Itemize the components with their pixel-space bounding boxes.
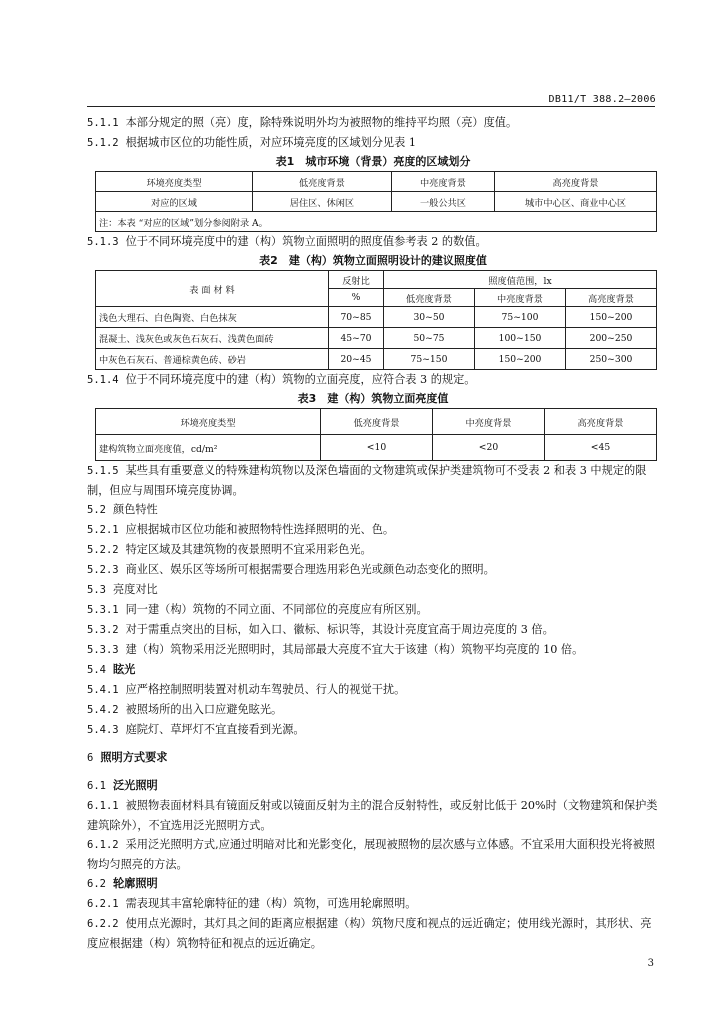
clause-text: 亮度对比	[112, 583, 158, 596]
clause-number: 5.1.3	[87, 236, 119, 248]
clause-text: 应严格控制照明装置对机动车驾驶员、行人的视觉干扰。	[125, 683, 406, 696]
table2	[95, 270, 657, 370]
spacer	[87, 768, 659, 776]
table-cell: 75~150	[384, 349, 475, 370]
clause-text: 轮廓照明	[112, 877, 158, 890]
clause-text: 被照物表面材料具有镜面反射或以镜面反射为主的混合反射特性，或反射比低于 20%时（文物建筑和保护类建筑除外），不宜选用泛光照明方式。	[87, 799, 658, 832]
clause-text: 建（构）筑物采用泛光照明时，其局部最大亮度不宜大于该建（构）筑物平均亮度的 10 倍。	[125, 643, 584, 656]
clauses-section-5	[87, 461, 659, 740]
clause-number: 5.1.1	[87, 117, 119, 129]
clause-text: 被照场所的出入口应避免眩光。	[125, 703, 283, 716]
table3	[95, 408, 657, 461]
table-cell: 150~200	[566, 307, 657, 328]
clause	[87, 461, 659, 500]
clause-text: 同一建（构）筑物的不同立面、不同部位的亮度应有所区别。	[125, 603, 428, 616]
clause-number: 5.4.2	[87, 704, 119, 716]
table-cell: 50~75	[384, 328, 475, 349]
table-cell: <20	[433, 435, 545, 461]
clause	[87, 720, 659, 740]
table-cell: 低亮度背景	[253, 172, 392, 192]
table-cell: 城市中心区、商业中心区	[495, 192, 657, 212]
table-cell: 中亮度背景	[433, 409, 545, 435]
clause-text: 特定区域及其建筑物的夜景照明不宜采用彩色光。	[125, 543, 372, 556]
clause-text: 庭院灯、草坪灯不宜直接看到光源。	[125, 723, 305, 736]
section-heading	[87, 748, 659, 768]
spacer	[87, 740, 659, 748]
clause-number: 5.4.1	[87, 684, 119, 696]
table-cell: 45~70	[329, 328, 384, 349]
page-content	[87, 113, 659, 953]
table-cell: 建构筑物立面亮度值，cd/m²	[96, 435, 321, 461]
clause-number: 5.1.4	[87, 374, 119, 386]
clause	[87, 620, 659, 640]
header-divider	[87, 106, 655, 107]
clause-number: 6.2.2	[87, 918, 119, 930]
table-row	[96, 409, 657, 435]
table-cell: 中灰色石灰石、普通棕黄色砖、砂岩	[96, 349, 329, 370]
clause-text: 颜色特性	[112, 503, 158, 516]
clause-text: 对于需重点突出的目标，如入口、徽标、标识等，其设计亮度宜高于周边亮度的 3 倍。	[125, 623, 554, 636]
table-row	[96, 435, 657, 461]
table-cell: 一般公共区	[391, 192, 494, 212]
table-cell: <10	[321, 435, 433, 461]
table-note-row	[96, 212, 657, 232]
clause-text: 位于不同环境亮度中的建（构）筑物立面照明的照度值参考表 2 的数值。	[125, 235, 487, 248]
clause-number: 5.2	[87, 504, 106, 516]
table-cell: 100~150	[475, 328, 566, 349]
table-cell: 75~100	[475, 307, 566, 328]
clause-number: 6.2	[87, 878, 106, 890]
clause-number: 5.3	[87, 584, 106, 596]
clause-number: 5.2.1	[87, 524, 119, 536]
table-cell: 70~85	[329, 307, 384, 328]
table-header-cell: 高亮度背景	[566, 289, 657, 307]
clause	[87, 894, 659, 914]
clause	[87, 776, 659, 796]
table1-caption: 表1 城市环境（背景）亮度的区域划分	[275, 155, 471, 168]
table-row	[96, 172, 657, 192]
table-cell: 低亮度背景	[321, 409, 433, 435]
table-cell: <45	[545, 435, 657, 461]
clause	[87, 700, 659, 720]
clause-number: 5.2.3	[87, 564, 119, 576]
clause-text: 泛光照明	[112, 779, 158, 792]
table2-caption: 表2 建（构）筑物立面照明设计的建议照度值	[259, 254, 487, 267]
table-row	[96, 192, 657, 212]
table-row	[96, 328, 657, 349]
clause-number: 5.3.2	[87, 624, 119, 636]
clause-number: 5.4.3	[87, 724, 119, 736]
clause-number: 6.1	[87, 780, 106, 792]
clause	[87, 600, 659, 620]
clause-number: 5.1.2	[87, 137, 119, 149]
clause	[87, 874, 659, 894]
clause	[87, 660, 659, 680]
table-cell: 高亮度背景	[495, 172, 657, 192]
clause	[87, 680, 659, 700]
clause	[87, 560, 659, 580]
table-header-range: 照度值范围，lx	[384, 271, 657, 289]
table-cell: 环境亮度类型	[96, 172, 253, 192]
clause	[87, 796, 659, 835]
clause-number: 6.1.2	[87, 839, 119, 851]
clause	[87, 914, 659, 953]
table-cell: 高亮度背景	[545, 409, 657, 435]
clause-number: 5.1.5	[87, 465, 119, 477]
section-title: 照明方式要求	[100, 751, 168, 764]
clauses-section-6	[87, 776, 659, 953]
table-cell: 环境亮度类型	[96, 409, 321, 435]
table-header-material: 表 面 材 料	[96, 271, 329, 307]
table-header-reflect-unit: %	[329, 289, 384, 307]
clause-number: 5.4	[87, 664, 106, 676]
table-row	[96, 307, 657, 328]
table-header-row	[96, 271, 657, 289]
clause	[87, 113, 659, 133]
clause-text: 应根据城市区位功能和被照物特性选择照明的光、色。	[125, 523, 395, 536]
clause	[87, 540, 659, 560]
clause	[87, 520, 659, 540]
clause-text: 位于不同环境亮度中的建（构）筑物的立面亮度，应符合表 3 的规定。	[125, 373, 476, 386]
table-cell: 混凝土、浅灰色或灰色石灰石、浅黄色面砖	[96, 328, 329, 349]
clause-text: 本部分规定的照（亮）度，除特殊说明外均为被照物的维持平均照（亮）度值。	[125, 116, 518, 129]
table-header-reflect: 反射比	[329, 271, 384, 289]
table-header-cell: 低亮度背景	[384, 289, 475, 307]
clause-number: 5.2.2	[87, 544, 119, 556]
clause-number: 5.3.1	[87, 604, 119, 616]
page-number: 3	[647, 958, 654, 969]
table-cell: 浅色大理石、白色陶瓷、白色抹灰	[96, 307, 329, 328]
table3-caption: 表3 建（构）筑物立面亮度值	[297, 392, 449, 405]
clause-text: 根据城市区位的功能性质，对应环境亮度的区域划分见表 1	[125, 136, 416, 149]
clause-text: 眩光	[112, 663, 136, 676]
clause	[87, 580, 659, 600]
clause	[87, 835, 659, 874]
clause-number: 6.1.1	[87, 800, 119, 812]
table1-note: 注：本表 “对应的区域”划分参阅附录 A。	[96, 212, 657, 232]
clause-text: 某些具有重要意义的特殊建构筑物以及深色墙面的文物建筑或保护类建筑物可不受表 2 和表 3 中规定的限制，但应与周围环境亮度协调。	[87, 464, 647, 497]
table-cell: 居住区、休闲区	[253, 192, 392, 212]
clause-text: 需表现其丰富轮廓特征的建（构）筑物，可选用轮廓照明。	[125, 897, 417, 910]
table-cell: 250~300	[566, 349, 657, 370]
table-cell: 200~250	[566, 328, 657, 349]
table-cell: 150~200	[475, 349, 566, 370]
clause-text: 商业区、娱乐区等场所可根据需要合理选用彩色光或颜色动态变化的照明。	[125, 563, 495, 576]
clause-number: 5.3.3	[87, 644, 119, 656]
clause	[87, 370, 659, 390]
table-cell: 中亮度背景	[391, 172, 494, 192]
clause-text: 采用泛光照明方式,应通过明暗对比和光影变化，展现被照物的层次感与立体感。不宜采用大面积投光将被照物均匀照亮的方法。	[87, 838, 655, 871]
clause	[87, 640, 659, 660]
clause	[87, 232, 659, 252]
section-number: 6	[87, 752, 94, 764]
clause-text: 使用点光源时，其灯具之间的距离应根据建（构）筑物尺度和视点的远近确定；使用线光源时，其形状、亮度应根据建（构）筑物特征和视点的远近确定。	[87, 917, 652, 950]
table-header-cell: 中亮度背景	[475, 289, 566, 307]
clause	[87, 500, 659, 520]
table-cell: 30~50	[384, 307, 475, 328]
clause-number: 6.2.1	[87, 898, 119, 910]
table-cell: 20~45	[329, 349, 384, 370]
table-row	[96, 349, 657, 370]
table-cell: 对应的区域	[96, 192, 253, 212]
table1	[95, 171, 657, 232]
clause	[87, 133, 659, 153]
document-code: DB11/T 388.2—2006	[548, 94, 656, 105]
